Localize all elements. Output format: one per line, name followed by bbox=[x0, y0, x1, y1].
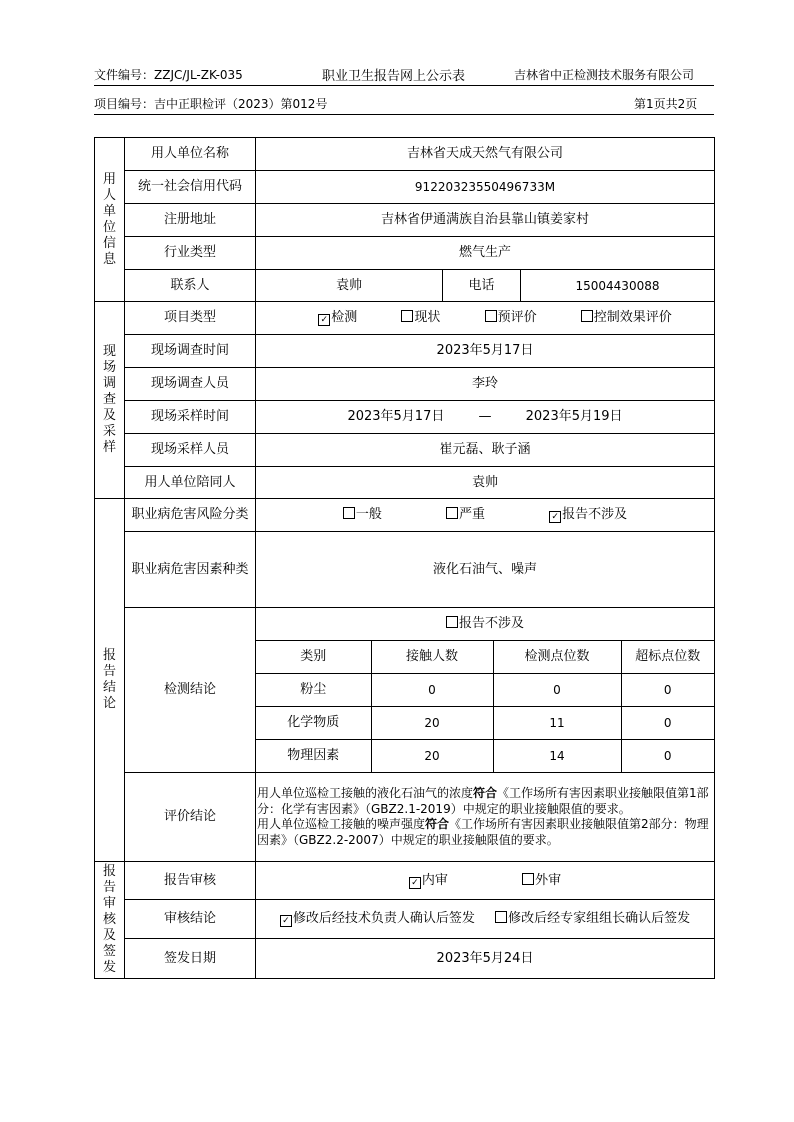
checkbox-checked-icon: ✓ bbox=[549, 511, 561, 523]
project-type-control-eval[interactable]: 控制效果评价 bbox=[581, 310, 672, 325]
risk-class-options bbox=[256, 499, 715, 532]
sampling-staff: 崔元磊、耿子涵 bbox=[256, 434, 715, 467]
checkbox-checked-icon: ✓ bbox=[318, 314, 330, 326]
header-exceed-points: 超标点位数 bbox=[621, 640, 714, 673]
project-type-status[interactable]: 现状 bbox=[401, 310, 440, 325]
header-divider-2 bbox=[94, 114, 714, 115]
eval-paragraph-2: 用人单位巡检工接触的噪声强度符合《工作场所有害因素职业接触限值第2部分：物理因素》（GBZ2.2-2007）中规定的职业接触限值的要求。 bbox=[257, 817, 709, 847]
sampling-dash: — bbox=[478, 409, 492, 424]
issue-date-label: 签发日期 bbox=[125, 939, 256, 979]
hazard-factors: 液化石油气、噪声 bbox=[256, 532, 715, 608]
detection-table bbox=[256, 608, 714, 772]
hazard-factor-label: 职业病危害因素种类 bbox=[125, 532, 256, 608]
credit-code-label: 统一社会信用代码 bbox=[125, 171, 256, 204]
survey-staff: 李玲 bbox=[256, 368, 715, 401]
table-row bbox=[256, 739, 714, 772]
risk-severe[interactable]: 严重 bbox=[446, 507, 485, 522]
detect-not-involved[interactable]: 报告不涉及 bbox=[256, 608, 714, 640]
sampling-staff-label: 现场采样人员 bbox=[125, 434, 256, 467]
contact: 袁帅 bbox=[256, 270, 443, 302]
review-result-options bbox=[256, 900, 715, 939]
address-label: 注册地址 bbox=[125, 204, 256, 237]
table-cell: 粉尘 bbox=[256, 673, 371, 706]
table-cell: 化学物质 bbox=[256, 706, 371, 739]
employer-name: 吉林省天成天然气有限公司 bbox=[256, 138, 715, 171]
project-type-label: 项目类型 bbox=[125, 302, 256, 335]
table-cell: 0 bbox=[493, 673, 621, 706]
review-options bbox=[256, 862, 715, 900]
page-title: 职业卫生报告网上公示表 bbox=[322, 69, 466, 84]
table-cell: 11 bbox=[493, 706, 621, 739]
project-type-detection[interactable]: ✓ 检测 bbox=[318, 310, 357, 325]
table-cell: 0 bbox=[371, 673, 493, 706]
checkbox-icon bbox=[401, 310, 413, 322]
detection-conclusion-label: 检测结论 bbox=[125, 608, 256, 773]
table-row bbox=[256, 673, 714, 706]
accompany-label: 用人单位陪同人 bbox=[125, 467, 256, 499]
table-cell: 0 bbox=[621, 673, 714, 706]
header-divider bbox=[94, 85, 714, 86]
survey-time: 2023年5月17日 bbox=[256, 335, 715, 368]
section-employer-info: 用人单位信息 bbox=[95, 138, 125, 302]
survey-time-label: 现场调查时间 bbox=[125, 335, 256, 368]
evaluation-conclusion bbox=[256, 773, 715, 862]
accompany: 袁帅 bbox=[256, 467, 715, 499]
review-label: 报告审核 bbox=[125, 862, 256, 900]
page-number: 第1页共2页 bbox=[634, 97, 698, 111]
phone: 15004430088 bbox=[521, 270, 715, 302]
contact-label: 联系人 bbox=[125, 270, 256, 302]
result-tech-lead[interactable]: ✓ 修改后经技术负责人确认后签发 bbox=[280, 911, 475, 926]
evaluation-conclusion-label: 评价结论 bbox=[125, 773, 256, 862]
table-cell: 20 bbox=[371, 706, 493, 739]
section-report-review: 报告审核及签发 bbox=[95, 862, 125, 979]
checkbox-icon bbox=[446, 507, 458, 519]
table-row bbox=[256, 706, 714, 739]
header-exposed-count: 接触人数 bbox=[371, 640, 493, 673]
checkbox-icon bbox=[495, 911, 507, 923]
company-name: 吉林省中正检测技术服务有限公司 bbox=[514, 68, 695, 82]
table-cell: 物理因素 bbox=[256, 739, 371, 772]
checkbox-icon bbox=[446, 616, 458, 628]
review-internal[interactable]: ✓ 内审 bbox=[409, 873, 448, 888]
disclosure-table bbox=[94, 137, 715, 979]
header-detect-points: 检测点位数 bbox=[493, 640, 621, 673]
checkbox-icon bbox=[581, 310, 593, 322]
risk-class-label: 职业病危害风险分类 bbox=[125, 499, 256, 532]
project-type-options bbox=[256, 302, 715, 335]
header-category: 类别 bbox=[256, 640, 371, 673]
result-expert-lead[interactable]: 修改后经专家组组长确认后签发 bbox=[495, 911, 690, 926]
project-type-pre-eval[interactable]: 预评价 bbox=[485, 310, 537, 325]
detection-conclusion bbox=[256, 608, 715, 773]
review-result-label: 审核结论 bbox=[125, 900, 256, 939]
sampling-start: 2023年5月17日 bbox=[347, 409, 445, 424]
checkbox-icon bbox=[522, 873, 534, 885]
sampling-end: 2023年5月19日 bbox=[525, 409, 623, 424]
credit-code: 91220323550496733M bbox=[256, 171, 715, 204]
industry-label: 行业类型 bbox=[125, 237, 256, 270]
address: 吉林省伊通满族自治县靠山镇姜家村 bbox=[256, 204, 715, 237]
survey-staff-label: 现场调查人员 bbox=[125, 368, 256, 401]
checkbox-checked-icon: ✓ bbox=[280, 915, 292, 927]
sampling-time-label: 现场采样时间 bbox=[125, 401, 256, 434]
checkbox-icon bbox=[343, 507, 355, 519]
section-site-survey: 现场调查及采样 bbox=[95, 302, 125, 499]
review-external[interactable]: 外审 bbox=[522, 873, 561, 888]
issue-date: 2023年5月24日 bbox=[256, 939, 715, 979]
sampling-time bbox=[256, 401, 715, 434]
section-report-conclusion: 报告结论 bbox=[95, 499, 125, 862]
table-cell: 14 bbox=[493, 739, 621, 772]
phone-label: 电话 bbox=[443, 270, 521, 302]
file-number: 文件编号：ZZJC/JL-ZK-035 bbox=[94, 68, 243, 82]
risk-not-involved[interactable]: ✓ 报告不涉及 bbox=[549, 507, 627, 522]
eval-paragraph-1: 用人单位巡检工接触的液化石油气的浓度符合《工作场所有害因素职业接触限值第1部分：化学有害因素》（GBZ2.1-2019）中规定的职业接触限值的要求。 bbox=[257, 786, 709, 816]
table-cell: 0 bbox=[663, 748, 672, 763]
employer-name-label: 用人单位名称 bbox=[125, 138, 256, 171]
table-cell: 20 bbox=[371, 739, 493, 772]
checkbox-icon bbox=[485, 310, 497, 322]
project-number: 项目编号：吉中正职检评（2023）第012号 bbox=[94, 97, 328, 111]
table-cell: 0 bbox=[621, 706, 714, 739]
checkbox-checked-icon: ✓ bbox=[409, 877, 421, 889]
risk-general[interactable]: 一般 bbox=[343, 507, 382, 522]
industry: 燃气生产 bbox=[256, 237, 715, 270]
